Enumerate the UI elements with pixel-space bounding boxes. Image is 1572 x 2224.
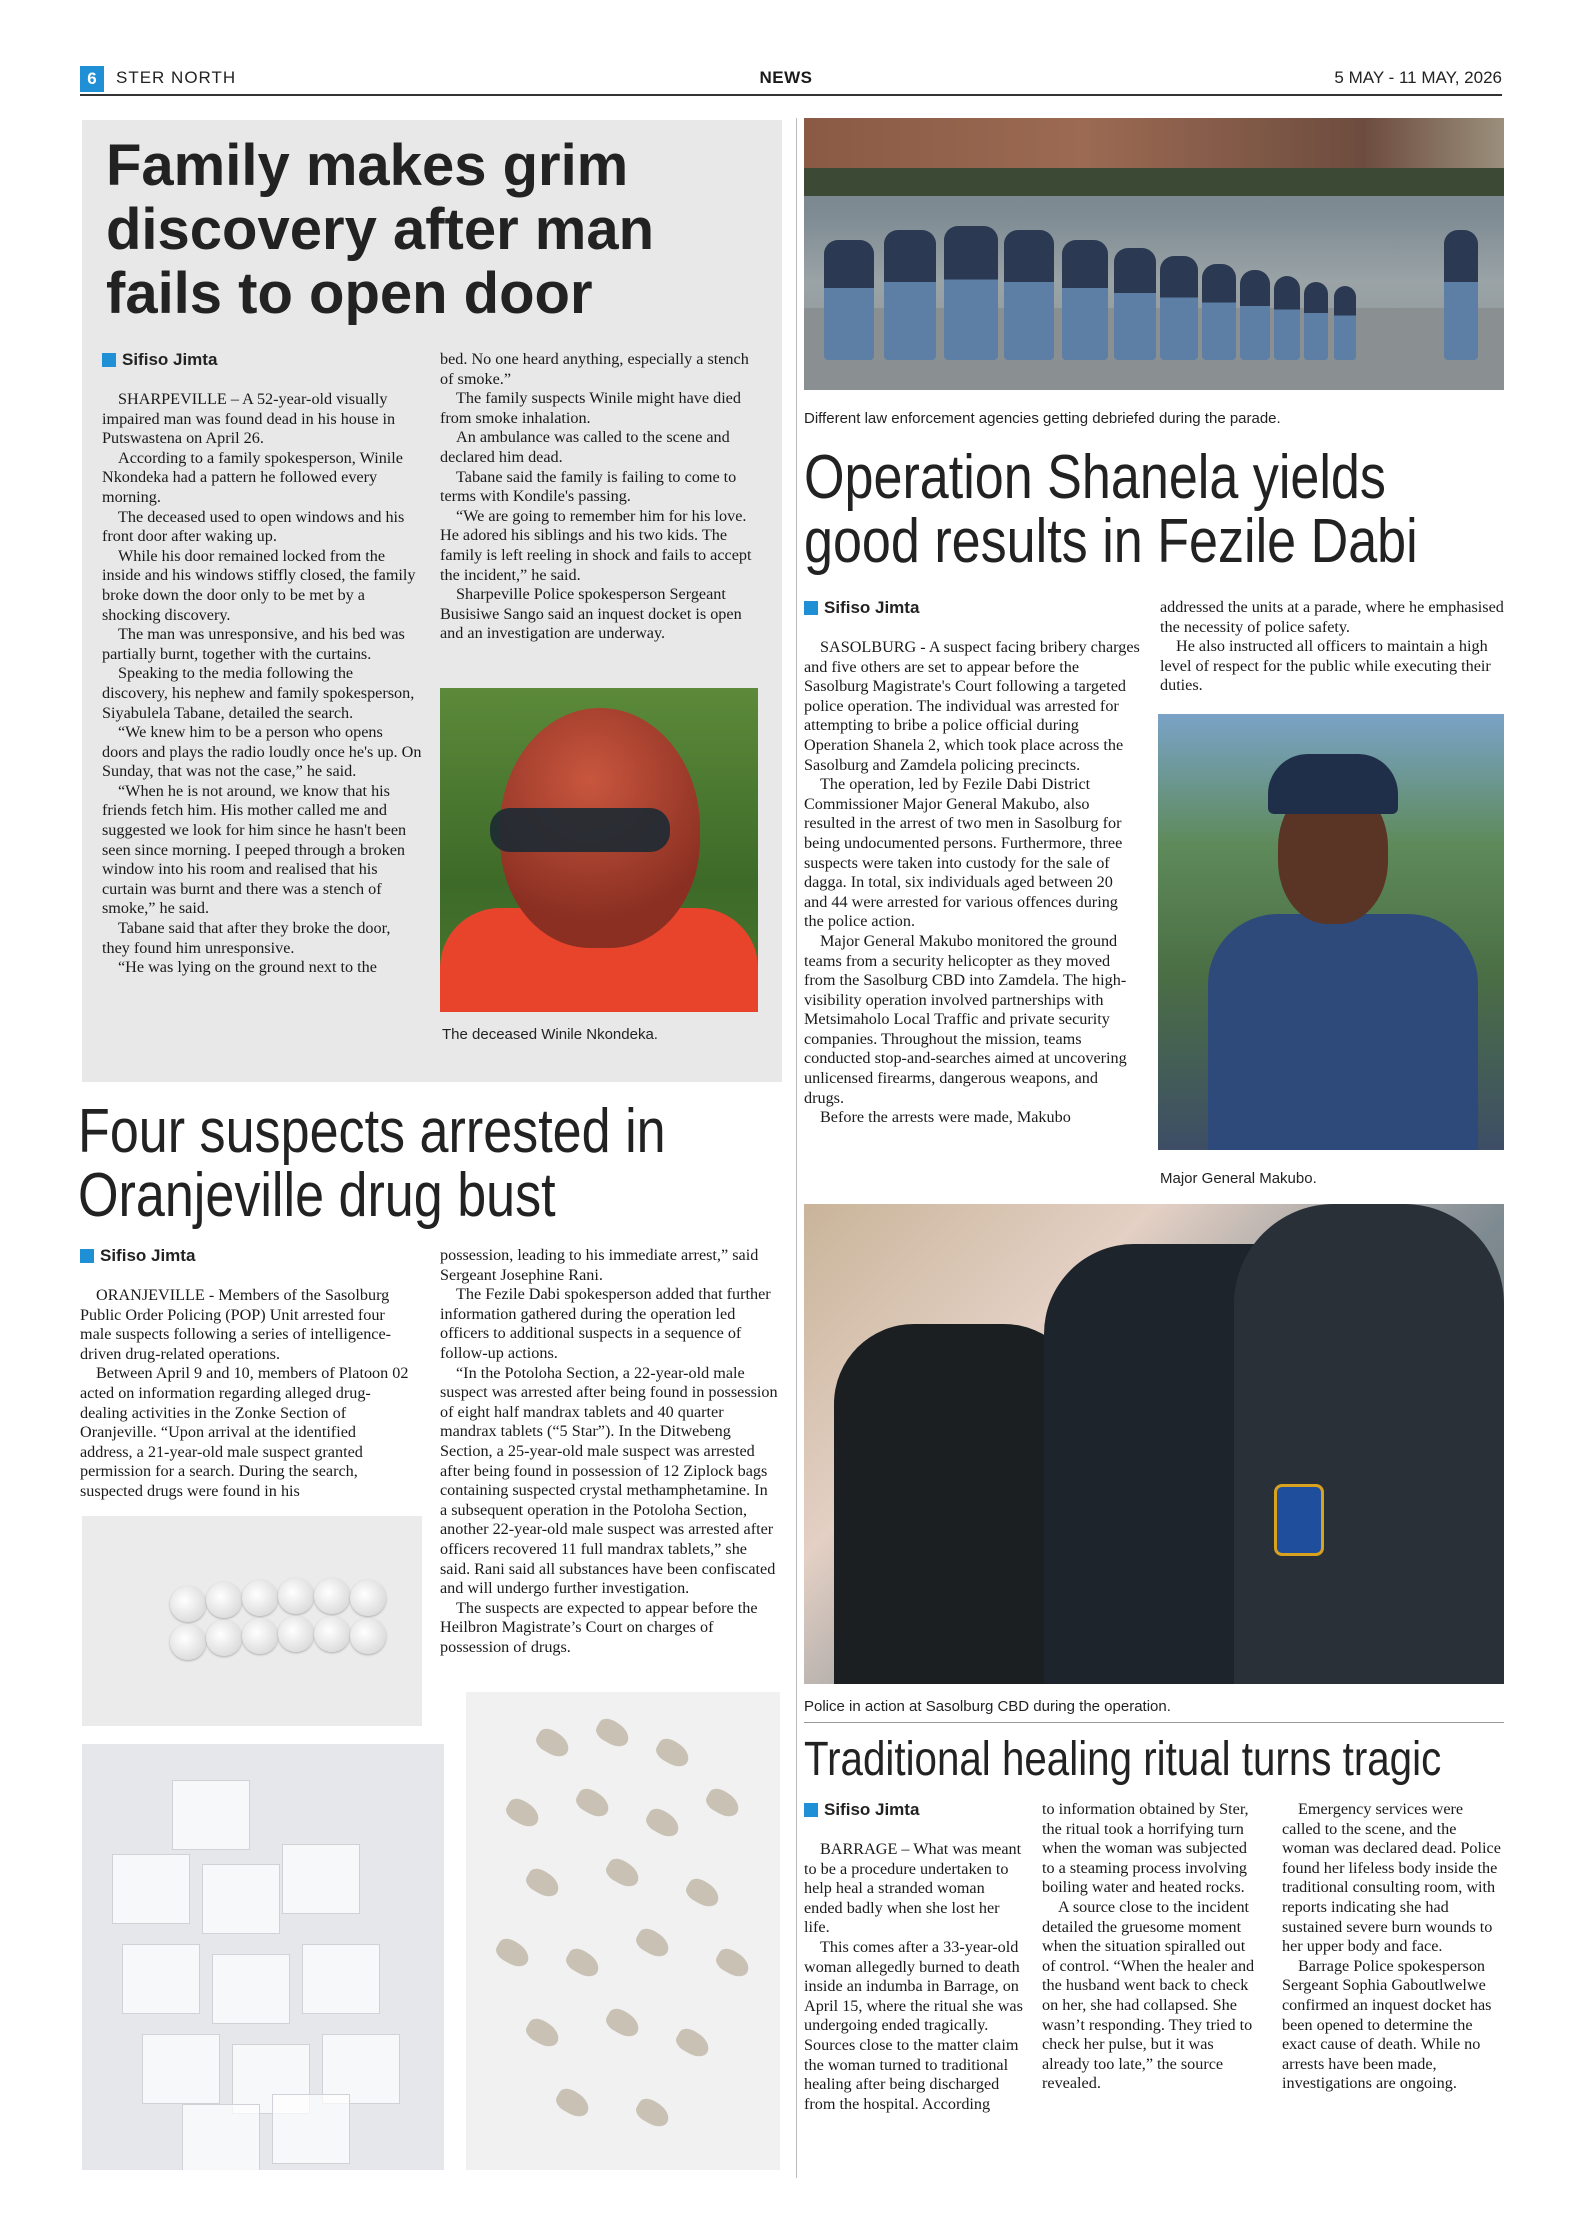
header-rule	[80, 94, 1502, 96]
article4-byline	[804, 1800, 919, 1820]
paragraph: The deceased used to open windows and his front door after waking up.	[102, 507, 405, 546]
byline-marker-icon	[102, 353, 116, 367]
paragraph: Between April 9 and 10, members of Platoon 02 acted on information regarding alleged drug-dealing activities in the Zonke Section of Oranjeville. “Upon arrival at the identified address, a 21-year-old male suspect granted permission for a search. During the search, suspected drugs were found in his	[80, 1364, 409, 1500]
paragraph: Sharpeville Police spokesperson Sergeant Busisiwe Sango said an inquest docket is open and an investigation are underway.	[440, 585, 742, 643]
article3-headline: Operation Shanela yields good results in Fezile Dabi	[804, 443, 1418, 576]
article3-byline	[804, 598, 919, 618]
paragraph: Major General Makubo monitored the ground teams from a security helicopter as they moved from the Sasolburg CBD into Zamdela. The high-visibility operation involved partnerships with Metsimaholo Local Traffic and private security companies. Throughout the mission, teams conducted stop-and-searches aimed at uncovering unlicensed firearms, dangerous weapons, and drugs.	[804, 931, 1127, 1107]
paragraph: He also instructed all officers to maintain a high level of respect for the public while executing their duties.	[1160, 637, 1491, 695]
article4-headline: Traditional healing ritual turns tragic	[804, 1733, 1442, 1786]
byline-author: Sifiso Jimta	[122, 350, 218, 369]
paragraph: to information obtained by Ster, the ritual took a horrifying turn when the woman was subjected to a steaming process involving boiling water and heated rocks.	[1042, 1800, 1249, 1897]
paragraph: bed. No one heard anything, especially a stench of smoke.”	[440, 350, 749, 388]
article4-column-1	[804, 1840, 1024, 2114]
paragraph: “In the Potoloha Section, a 22-year-old male suspect was arrested after being found in possession of eight half mandrax tablets and 40 quarter mandrax tablets (“5 Star”). In the Ditwebeng Section, a 25-year-old male suspect was arrested after being found in possession of 12 Ziplock bags containing suspected crystal methamphetamine. In a subsequent operation in the Potoloha Section, another 22-year-old male suspect was arrested after officers recovered 11 full mandrax tablets,” she said. Rani said all substances have been confiscated and will undergo further investigation.	[440, 1363, 778, 1598]
byline-author: Sifiso Jimta	[100, 1246, 196, 1265]
paragraph: While his door remained locked from the inside and his windows stiffly closed, the family broke down the door only to be met by a shocking discovery.	[102, 546, 416, 624]
paragraph: possession, leading to his immediate arrest,” said Sergeant Josephine Rani.	[440, 1246, 759, 1284]
mandrax-tablets-photo	[82, 1516, 422, 1726]
paragraph: An ambulance was called to the scene and declared him dead.	[440, 428, 730, 466]
paragraph: The man was unresponsive, and his bed was partially burnt, together with the curtains.	[102, 625, 405, 663]
paragraph: ORANJEVILLE - Members of the Sasolburg Public Order Policing (POP) Unit arrested four male suspects following a series of intelligence-driven drug-related operations.	[80, 1286, 392, 1363]
page-number: 6	[80, 66, 104, 92]
section-label: NEWS	[759, 68, 813, 87]
major-general-makubo-photo	[1158, 714, 1504, 1150]
paragraph: SASOLBURG - A suspect facing bribery charges and five others are set to appear before the Sasolburg Magistrate's Court following a targeted police operation. The individual was arrested for attempting to bribe a police official during Operation Shanela 2, which took place across the Sasolburg and Zamdela policing precincts.	[804, 638, 1140, 774]
article2-column-1	[80, 1286, 410, 1502]
paragraph: The operation, led by Fezile Dabi District Commissioner Major General Makubo, also resulted in the arrest of two men in Sasolburg for being undocumented persons. Furthermore, three suspects were taken into custody for the sale of dagga. In total, six individuals aged between 20 and 44 were arrested for various offences during the police action.	[804, 775, 1123, 931]
paragraph: “He was lying on the ground next to the	[118, 958, 377, 977]
wrapped-drugs-photo	[466, 1692, 780, 2170]
police-arrest-photo	[804, 1204, 1504, 1684]
byline-marker-icon	[804, 601, 818, 615]
paragraph: Barrage Police spokesperson Sergeant Sophia Gaboutlwelwe confirmed an inquest docket has been opened to determine the exact cause of death. While no arrests have been made, investigations are ongoing.	[1282, 1956, 1492, 2093]
byline-author: Sifiso Jimta	[824, 598, 920, 617]
paragraph: The suspects are expected to appear before the Heilbron Magistrate’s Court on charges of possession of drugs.	[440, 1598, 758, 1656]
byline-author: Sifiso Jimta	[824, 1800, 920, 1819]
paragraph: Before the arrests were made, Makubo	[820, 1108, 1071, 1127]
parade-photo-caption: Different law enforcement agencies getting debriefed during the parade.	[804, 410, 1281, 427]
ziplock-bags-photo	[82, 1744, 444, 2170]
paragraph: SHARPEVILLE – A 52-year-old visually impaired man was found dead in his house in Putswastena on April 26.	[102, 390, 396, 448]
paragraph: The family suspects Winile might have died from smoke inhalation.	[440, 389, 741, 427]
paragraph: addressed the units at a parade, where he emphasised the necessity of police safety.	[1160, 598, 1504, 636]
article4-column-2	[1042, 1800, 1260, 2094]
paragraph: Speaking to the media following the discovery, his nephew and family spokesperson, Siyabulela Tabane, detailed the search.	[102, 664, 415, 722]
makubo-photo-caption: Major General Makubo.	[1160, 1170, 1317, 1187]
paragraph: The Fezile Dabi spokesperson added that further information gathered during the operation led officers to additional suspects in a sequence of follow-up actions.	[440, 1285, 771, 1362]
column-divider	[796, 118, 797, 2178]
winile-nkondeka-photo	[440, 688, 758, 1012]
publication-name: STER NORTH	[116, 68, 237, 87]
paragraph: A source close to the incident detailed the gruesome moment when the situation spiralled out of control. “When the healer and the husband went back to check on her, she had collapsed. She wasn’t responding. They tried to check her pulse, but it was already too late,” the source revealed.	[1042, 1897, 1255, 2093]
paragraph: “We are going to remember him for his love. He adored his siblings and his two kids. The family is left reeling in shock and fails to accept the incident,” he said.	[440, 506, 752, 584]
paragraph: Emergency services were called to the scene, and the woman was declared dead. Police found her lifeless body inside the traditional consulting room, with reports indicating she had sustained severe burn wounds to her upper body and face.	[1282, 1800, 1501, 1956]
article1-byline	[102, 350, 217, 370]
section-rule	[804, 1722, 1504, 1723]
article2-column-2	[440, 1246, 778, 1657]
parade-photo	[804, 118, 1504, 390]
article3-column-2	[1160, 598, 1504, 696]
issue-date: 5 MAY - 11 MAY, 2026	[1334, 68, 1502, 87]
paragraph: “We knew him to be a person who opens doors and plays the radio loudly once he's up. On Sunday, that was not the case,” he said.	[102, 723, 422, 781]
article1-column-2	[440, 350, 758, 644]
paragraph: “When he is not around, we know that his friends fetch him. His mother called me and suggested we look for him since he hasn't been seen since morning. I peeped through a broken window into his room and realised that his curtain was burnt and there was a stench of smoke,” he said.	[102, 781, 407, 918]
article4-column-3	[1282, 1800, 1504, 2094]
byline-marker-icon	[80, 1249, 94, 1263]
article1-photo-caption: The deceased Winile Nkondeka.	[442, 1026, 658, 1043]
article2-headline: Four suspects arrested in Oranjeville drug bust	[78, 1097, 666, 1230]
article3-column-1	[804, 638, 1140, 1128]
arrest-photo-caption: Police in action at Sasolburg CBD during the operation.	[804, 1698, 1171, 1715]
article1-column-1	[102, 390, 422, 978]
byline-marker-icon	[804, 1803, 818, 1817]
paragraph: According to a family spokesperson, Winile Nkondeka had a pattern he followed every morning.	[102, 448, 403, 506]
article1-headline: Family makes grim discovery after man fails to open door	[106, 133, 655, 326]
paragraph: Tabane said the family is failing to come to terms with Kondile's passing.	[440, 467, 737, 506]
paragraph: BARRAGE – What was meant to be a procedure undertaken to help heal a stranded woman ended badly when she lost her life.	[804, 1840, 1022, 1937]
paragraph: This comes after a 33-year-old woman allegedly burned to death inside an indumba in Barrage, on April 15, where the ritual she was undergoing ended tragically. Sources close to the matter claim the woman turned to traditional healing after being discharged from the hospital. According	[804, 1937, 1023, 2113]
article2-byline	[80, 1246, 195, 1266]
paragraph: Tabane said that after they broke the door, they found him unresponsive.	[102, 919, 391, 957]
